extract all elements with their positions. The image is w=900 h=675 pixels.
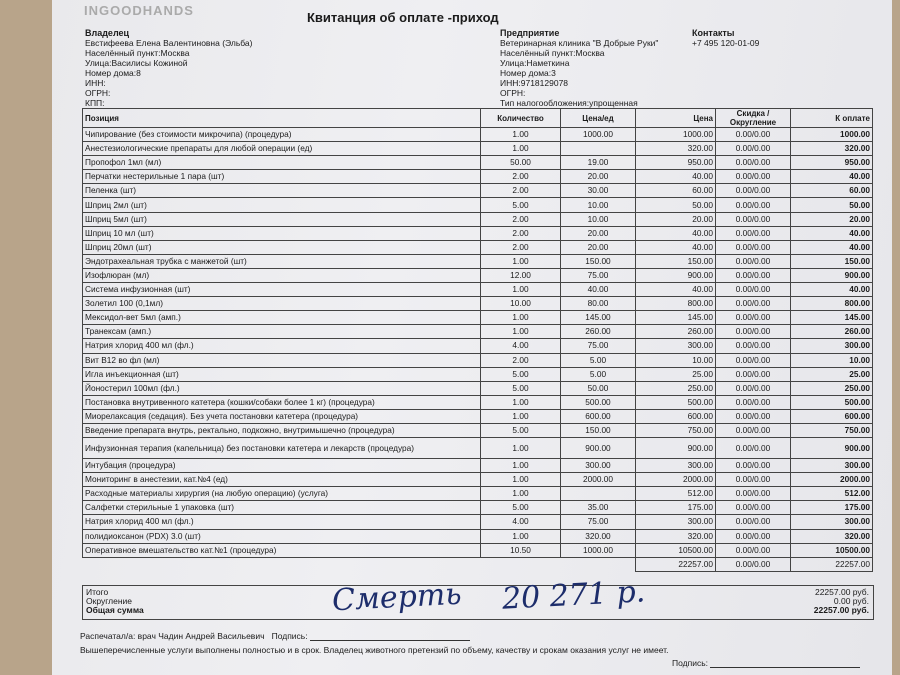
cell-discount: 0.00/0.00 bbox=[716, 381, 791, 395]
table-row bbox=[83, 198, 873, 212]
cell-qty: 1.00 bbox=[481, 473, 561, 487]
cell-qty: 2.00 bbox=[481, 212, 561, 226]
cell-price: 40.00 bbox=[636, 226, 716, 240]
company-heading: Предприятие bbox=[500, 28, 560, 38]
totals-cell bbox=[83, 557, 481, 571]
signature-line bbox=[310, 640, 470, 641]
cell-qty: 10.50 bbox=[481, 543, 561, 557]
cell-position: Интубация (процедура) bbox=[83, 459, 481, 473]
cell-price-unit: 40.00 bbox=[561, 283, 636, 297]
cell-to-pay: 500.00 bbox=[791, 395, 873, 409]
cell-price-unit: 2000.00 bbox=[561, 473, 636, 487]
sum-value: 22257.00 руб. bbox=[813, 605, 869, 615]
cell-position: Натрия хлорид 400 мл (фл.) bbox=[83, 339, 481, 353]
signature-label-2: Подпись: bbox=[672, 658, 709, 668]
table-row bbox=[83, 268, 873, 282]
cell-to-pay: 60.00 bbox=[791, 184, 873, 198]
cell-price: 250.00 bbox=[636, 381, 716, 395]
cell-position: Йоностерил 100мл (фл.) bbox=[83, 381, 481, 395]
cell-discount: 0.00/0.00 bbox=[716, 254, 791, 268]
cell-price: 800.00 bbox=[636, 297, 716, 311]
owner-ogrn: ОГРН: bbox=[85, 88, 111, 98]
cell-discount: 0.00/0.00 bbox=[716, 353, 791, 367]
cell-to-pay: 260.00 bbox=[791, 325, 873, 339]
table-row bbox=[83, 297, 873, 311]
cell-price-unit: 75.00 bbox=[561, 515, 636, 529]
cell-discount: 0.00/0.00 bbox=[716, 170, 791, 184]
cell-discount: 0.00/0.00 bbox=[716, 529, 791, 543]
cell-qty: 1.00 bbox=[481, 409, 561, 423]
table-body bbox=[83, 128, 873, 572]
cell-price: 40.00 bbox=[636, 240, 716, 254]
table-row bbox=[83, 367, 873, 381]
table-row bbox=[83, 283, 873, 297]
cell-price: 900.00 bbox=[636, 438, 716, 459]
cell-price: 320.00 bbox=[636, 529, 716, 543]
cell-price-unit: 75.00 bbox=[561, 339, 636, 353]
cell-price-unit: 150.00 bbox=[561, 254, 636, 268]
cell-position: Чипирование (без стоимости микрочипа) (процедура) bbox=[83, 128, 481, 142]
table-row bbox=[83, 254, 873, 268]
cell-to-pay: 320.00 bbox=[791, 142, 873, 156]
signature-label: Подпись: bbox=[271, 631, 308, 641]
cell-price: 600.00 bbox=[636, 409, 716, 423]
table-row bbox=[83, 438, 873, 459]
cell-price-unit: 150.00 bbox=[561, 423, 636, 437]
cell-price: 60.00 bbox=[636, 184, 716, 198]
table-row bbox=[83, 212, 873, 226]
cell-price: 150.00 bbox=[636, 254, 716, 268]
company-street: Улица:Наметкина bbox=[500, 58, 570, 68]
cell-to-pay: 2000.00 bbox=[791, 473, 873, 487]
handwritten-word: Смерть bbox=[331, 576, 463, 619]
total-label: Итого bbox=[86, 587, 109, 597]
cell-price-unit: 300.00 bbox=[561, 459, 636, 473]
owner-kpp: КПП: bbox=[85, 98, 105, 108]
cell-to-pay: 40.00 bbox=[791, 283, 873, 297]
cell-price: 260.00 bbox=[636, 325, 716, 339]
cell-price-unit: 50.00 bbox=[561, 381, 636, 395]
sum-label: Общая сумма bbox=[86, 605, 144, 615]
cell-position: Мексидол-вет 5мл (амп.) bbox=[83, 311, 481, 325]
table-row bbox=[83, 529, 873, 543]
cell-position: Постановка внутривенного катетера (кошки/собаки более 1 кг) (процедура) bbox=[83, 395, 481, 409]
cell-position: Изофлюран (мл) bbox=[83, 268, 481, 282]
cell-discount: 0.00/0.00 bbox=[716, 128, 791, 142]
cell-price-unit: 10.00 bbox=[561, 198, 636, 212]
cell-price-unit bbox=[561, 142, 636, 156]
cell-price-unit: 75.00 bbox=[561, 268, 636, 282]
cell-to-pay: 40.00 bbox=[791, 226, 873, 240]
signature-line-2 bbox=[710, 667, 860, 668]
cell-position: Система инфузионная (шт) bbox=[83, 283, 481, 297]
col-price: Цена bbox=[636, 109, 716, 128]
owner-house: Номер дома:8 bbox=[85, 68, 141, 78]
rounding-label: Округление bbox=[86, 596, 132, 606]
cell-qty: 1.00 bbox=[481, 529, 561, 543]
cell-to-pay: 145.00 bbox=[791, 311, 873, 325]
cell-discount: 0.00/0.00 bbox=[716, 501, 791, 515]
totals-cell bbox=[481, 557, 561, 571]
cell-discount: 0.00/0.00 bbox=[716, 268, 791, 282]
table-row bbox=[83, 487, 873, 501]
cell-qty: 5.00 bbox=[481, 381, 561, 395]
cell-to-pay: 512.00 bbox=[791, 487, 873, 501]
cell-discount: 0.00/0.00 bbox=[716, 438, 791, 459]
cell-position: Перчатки нестерильные 1 пара (шт) bbox=[83, 170, 481, 184]
cell-price: 10500.00 bbox=[636, 543, 716, 557]
cell-price-unit: 320.00 bbox=[561, 529, 636, 543]
table-row bbox=[83, 515, 873, 529]
cell-position: Эндотрахеальная трубка с манжетой (шт) bbox=[83, 254, 481, 268]
totals-cell: 22257.00 bbox=[636, 557, 716, 571]
cell-price: 900.00 bbox=[636, 268, 716, 282]
cell-qty: 1.00 bbox=[481, 142, 561, 156]
cell-price-unit: 500.00 bbox=[561, 395, 636, 409]
cell-price-unit: 900.00 bbox=[561, 438, 636, 459]
cell-qty: 5.00 bbox=[481, 423, 561, 437]
table-row bbox=[83, 311, 873, 325]
clinic-logo: INGOODHANDS bbox=[84, 3, 194, 18]
cell-to-pay: 1000.00 bbox=[791, 128, 873, 142]
cell-to-pay: 300.00 bbox=[791, 339, 873, 353]
cell-qty: 5.00 bbox=[481, 198, 561, 212]
cell-position: Оперативное вмешательство кат.№1 (процедура) bbox=[83, 543, 481, 557]
cell-price: 512.00 bbox=[636, 487, 716, 501]
handwritten-amount: 20 271 р. bbox=[501, 574, 647, 617]
cell-price: 300.00 bbox=[636, 459, 716, 473]
cell-qty: 1.00 bbox=[481, 487, 561, 501]
cell-price-unit: 20.00 bbox=[561, 226, 636, 240]
cell-discount: 0.00/0.00 bbox=[716, 487, 791, 501]
cell-price: 50.00 bbox=[636, 198, 716, 212]
col-discount: Скидка / Округление bbox=[716, 109, 791, 128]
col-position: Позиция bbox=[83, 109, 481, 128]
cell-discount: 0.00/0.00 bbox=[716, 156, 791, 170]
cell-position: Расходные материалы хирургия (на любую операцию) (услуга) bbox=[83, 487, 481, 501]
owner-inn: ИНН: bbox=[85, 78, 106, 88]
cell-qty: 1.00 bbox=[481, 459, 561, 473]
cell-discount: 0.00/0.00 bbox=[716, 212, 791, 226]
totals-row bbox=[83, 557, 873, 571]
table-row bbox=[83, 156, 873, 170]
cell-qty: 1.00 bbox=[481, 128, 561, 142]
cell-position: Салфетки стерильные 1 упаковка (шт) bbox=[83, 501, 481, 515]
cell-discount: 0.00/0.00 bbox=[716, 226, 791, 240]
cell-price: 950.00 bbox=[636, 156, 716, 170]
cell-discount: 0.00/0.00 bbox=[716, 283, 791, 297]
table-row bbox=[83, 395, 873, 409]
services-table bbox=[82, 108, 873, 572]
table-row bbox=[83, 423, 873, 437]
col-qty: Количество bbox=[481, 109, 561, 128]
cell-qty: 5.00 bbox=[481, 501, 561, 515]
contacts-block bbox=[692, 28, 759, 48]
cell-price-unit: 1000.00 bbox=[561, 543, 636, 557]
cell-discount: 0.00/0.00 bbox=[716, 297, 791, 311]
totals-cell: 22257.00 bbox=[791, 557, 873, 571]
cell-price-unit: 10.00 bbox=[561, 212, 636, 226]
cell-price-unit: 5.00 bbox=[561, 367, 636, 381]
cell-price-unit: 260.00 bbox=[561, 325, 636, 339]
cell-to-pay: 900.00 bbox=[791, 268, 873, 282]
cell-discount: 0.00/0.00 bbox=[716, 325, 791, 339]
summary-box bbox=[82, 585, 874, 620]
table-row bbox=[83, 459, 873, 473]
cell-qty: 5.00 bbox=[481, 367, 561, 381]
company-inn: ИНН:9718129078 bbox=[500, 78, 569, 88]
cell-qty: 50.00 bbox=[481, 156, 561, 170]
cell-price: 175.00 bbox=[636, 501, 716, 515]
table-row bbox=[83, 353, 873, 367]
cell-price: 40.00 bbox=[636, 170, 716, 184]
cell-position: Шприц 5мл (шт) bbox=[83, 212, 481, 226]
cell-qty: 1.00 bbox=[481, 311, 561, 325]
company-city: Населённый пункт:Москва bbox=[500, 48, 605, 58]
cell-price: 1000.00 bbox=[636, 128, 716, 142]
cell-to-pay: 150.00 bbox=[791, 254, 873, 268]
cell-price-unit: 35.00 bbox=[561, 501, 636, 515]
cell-price-unit: 20.00 bbox=[561, 170, 636, 184]
cell-to-pay: 25.00 bbox=[791, 367, 873, 381]
cell-qty: 2.00 bbox=[481, 226, 561, 240]
table-row bbox=[83, 240, 873, 254]
cell-qty: 4.00 bbox=[481, 515, 561, 529]
cell-qty: 1.00 bbox=[481, 254, 561, 268]
cell-price-unit: 145.00 bbox=[561, 311, 636, 325]
cell-qty: 4.00 bbox=[481, 339, 561, 353]
cell-position: Золетил 100 (0,1мл) bbox=[83, 297, 481, 311]
table-row bbox=[83, 339, 873, 353]
cell-position: Вит В12 во фл (мл) bbox=[83, 353, 481, 367]
cell-price-unit: 19.00 bbox=[561, 156, 636, 170]
cell-discount: 0.00/0.00 bbox=[716, 240, 791, 254]
totals-cell bbox=[561, 557, 636, 571]
cell-to-pay: 750.00 bbox=[791, 423, 873, 437]
table-row bbox=[83, 184, 873, 198]
document-title: Квитанция об оплате -приход bbox=[307, 10, 499, 25]
table-row bbox=[83, 543, 873, 557]
cell-to-pay: 40.00 bbox=[791, 170, 873, 184]
owner-heading: Владелец bbox=[85, 28, 130, 38]
cell-qty: 2.00 bbox=[481, 240, 561, 254]
cell-qty: 1.00 bbox=[481, 395, 561, 409]
cell-position: Мониторинг в анестезии, кат.№4 (ед) bbox=[83, 473, 481, 487]
table-row bbox=[83, 473, 873, 487]
cell-to-pay: 175.00 bbox=[791, 501, 873, 515]
company-house: Номер дома:3 bbox=[500, 68, 556, 78]
owner-block bbox=[85, 28, 253, 108]
receipt-paper bbox=[52, 0, 892, 675]
cell-price: 750.00 bbox=[636, 423, 716, 437]
table-row bbox=[83, 325, 873, 339]
cell-position: Анестезиологические препараты для любой операции (ед) bbox=[83, 142, 481, 156]
table-row bbox=[83, 226, 873, 240]
cell-discount: 0.00/0.00 bbox=[716, 515, 791, 529]
cell-qty: 2.00 bbox=[481, 353, 561, 367]
cell-discount: 0.00/0.00 bbox=[716, 311, 791, 325]
cell-discount: 0.00/0.00 bbox=[716, 142, 791, 156]
total-value: 22257.00 руб. bbox=[814, 587, 869, 597]
company-block bbox=[500, 28, 658, 108]
contacts-phone: +7 495 120-01-09 bbox=[692, 38, 760, 48]
cell-discount: 0.00/0.00 bbox=[716, 543, 791, 557]
cell-position: Шприц 10 мл (шт) bbox=[83, 226, 481, 240]
cell-to-pay: 40.00 bbox=[791, 240, 873, 254]
cell-price-unit: 5.00 bbox=[561, 353, 636, 367]
cell-position: Пропофол 1мл (мл) bbox=[83, 156, 481, 170]
owner-signature bbox=[672, 658, 860, 668]
cell-discount: 0.00/0.00 bbox=[716, 339, 791, 353]
statement: Вышеперечисленные услуги выполнены полностью и в срок. Владелец животного претензий по объему, качеству и срокам оказания услуг не имеет. bbox=[80, 645, 669, 655]
cell-qty: 12.00 bbox=[481, 268, 561, 282]
cell-to-pay: 600.00 bbox=[791, 409, 873, 423]
owner-name: Евстифеева Елена Валентиновна (Эльба) bbox=[85, 38, 253, 48]
cell-qty: 2.00 bbox=[481, 184, 561, 198]
cell-price: 500.00 bbox=[636, 395, 716, 409]
printed-by-line bbox=[80, 631, 470, 641]
cell-price-unit: 80.00 bbox=[561, 297, 636, 311]
cell-to-pay: 10.00 bbox=[791, 353, 873, 367]
cell-discount: 0.00/0.00 bbox=[716, 184, 791, 198]
cell-price-unit: 1000.00 bbox=[561, 128, 636, 142]
cell-price: 2000.00 bbox=[636, 473, 716, 487]
totals-cell: 0.00/0.00 bbox=[716, 557, 791, 571]
cell-qty: 10.00 bbox=[481, 297, 561, 311]
cell-price-unit: 30.00 bbox=[561, 184, 636, 198]
cell-position: Игла инъекционная (шт) bbox=[83, 367, 481, 381]
cell-price: 300.00 bbox=[636, 339, 716, 353]
cell-position: Натрия хлорид 400 мл (фл.) bbox=[83, 515, 481, 529]
cell-qty: 1.00 bbox=[481, 283, 561, 297]
cell-discount: 0.00/0.00 bbox=[716, 367, 791, 381]
cell-discount: 0.00/0.00 bbox=[716, 423, 791, 437]
cell-position: Транексам (амп.) bbox=[83, 325, 481, 339]
cell-to-pay: 300.00 bbox=[791, 515, 873, 529]
cell-to-pay: 300.00 bbox=[791, 459, 873, 473]
cell-position: Шприц 20мл (шт) bbox=[83, 240, 481, 254]
cell-discount: 0.00/0.00 bbox=[716, 395, 791, 409]
table-row bbox=[83, 381, 873, 395]
cell-qty: 2.00 bbox=[481, 170, 561, 184]
cell-qty: 1.00 bbox=[481, 325, 561, 339]
cell-to-pay: 50.00 bbox=[791, 198, 873, 212]
cell-price: 320.00 bbox=[636, 142, 716, 156]
company-ogrn: ОГРН: bbox=[500, 88, 526, 98]
cell-discount: 0.00/0.00 bbox=[716, 473, 791, 487]
table-row bbox=[83, 142, 873, 156]
company-name: Ветеринарная клиника "В Добрые Руки" bbox=[500, 38, 659, 48]
col-price-unit: Цена/ед bbox=[561, 109, 636, 128]
contacts-heading: Контакты bbox=[692, 28, 735, 38]
cell-position: Миорелаксация (седация). Без учета постановки катетера (процедура) bbox=[83, 409, 481, 423]
col-to-pay: К оплате bbox=[791, 109, 873, 128]
table-row bbox=[83, 501, 873, 515]
cell-price: 145.00 bbox=[636, 311, 716, 325]
cell-discount: 0.00/0.00 bbox=[716, 459, 791, 473]
cell-to-pay: 250.00 bbox=[791, 381, 873, 395]
cell-to-pay: 320.00 bbox=[791, 529, 873, 543]
cell-price-unit bbox=[561, 487, 636, 501]
owner-city: Населённый пункт:Москва bbox=[85, 48, 190, 58]
printed-by: Распечатал/а: врач Чадин Андрей Васильевич bbox=[80, 631, 265, 641]
cell-position: Пеленка (шт) bbox=[83, 184, 481, 198]
cell-price: 40.00 bbox=[636, 283, 716, 297]
table-row bbox=[83, 409, 873, 423]
cell-price-unit: 600.00 bbox=[561, 409, 636, 423]
cell-position: Введение препарата внутрь, ректально, подкожно, внутримышечно (процедура) bbox=[83, 423, 481, 437]
company-tax: Тип налогообложения:упрощенная bbox=[500, 98, 638, 108]
cell-discount: 0.00/0.00 bbox=[716, 198, 791, 212]
cell-position: Инфузионная терапия (капельница) без постановки катетера и лекарств (процедура) bbox=[83, 438, 481, 459]
cell-price: 20.00 bbox=[636, 212, 716, 226]
cell-price: 300.00 bbox=[636, 515, 716, 529]
cell-position: полидиоксанон (PDX) 3.0 (шт) bbox=[83, 529, 481, 543]
cell-price: 25.00 bbox=[636, 367, 716, 381]
cell-price: 10.00 bbox=[636, 353, 716, 367]
table-row bbox=[83, 128, 873, 142]
cell-to-pay: 950.00 bbox=[791, 156, 873, 170]
cell-position: Шприц 2мл (шт) bbox=[83, 198, 481, 212]
cell-to-pay: 10500.00 bbox=[791, 543, 873, 557]
cell-price-unit: 20.00 bbox=[561, 240, 636, 254]
rounding-value: 0.00 руб. bbox=[833, 596, 869, 606]
cell-to-pay: 800.00 bbox=[791, 297, 873, 311]
cell-to-pay: 20.00 bbox=[791, 212, 873, 226]
table-row bbox=[83, 170, 873, 184]
owner-street: Улица:Василисы Кожиной bbox=[85, 58, 188, 68]
cell-qty: 1.00 bbox=[481, 438, 561, 459]
cell-to-pay: 900.00 bbox=[791, 438, 873, 459]
cell-discount: 0.00/0.00 bbox=[716, 409, 791, 423]
